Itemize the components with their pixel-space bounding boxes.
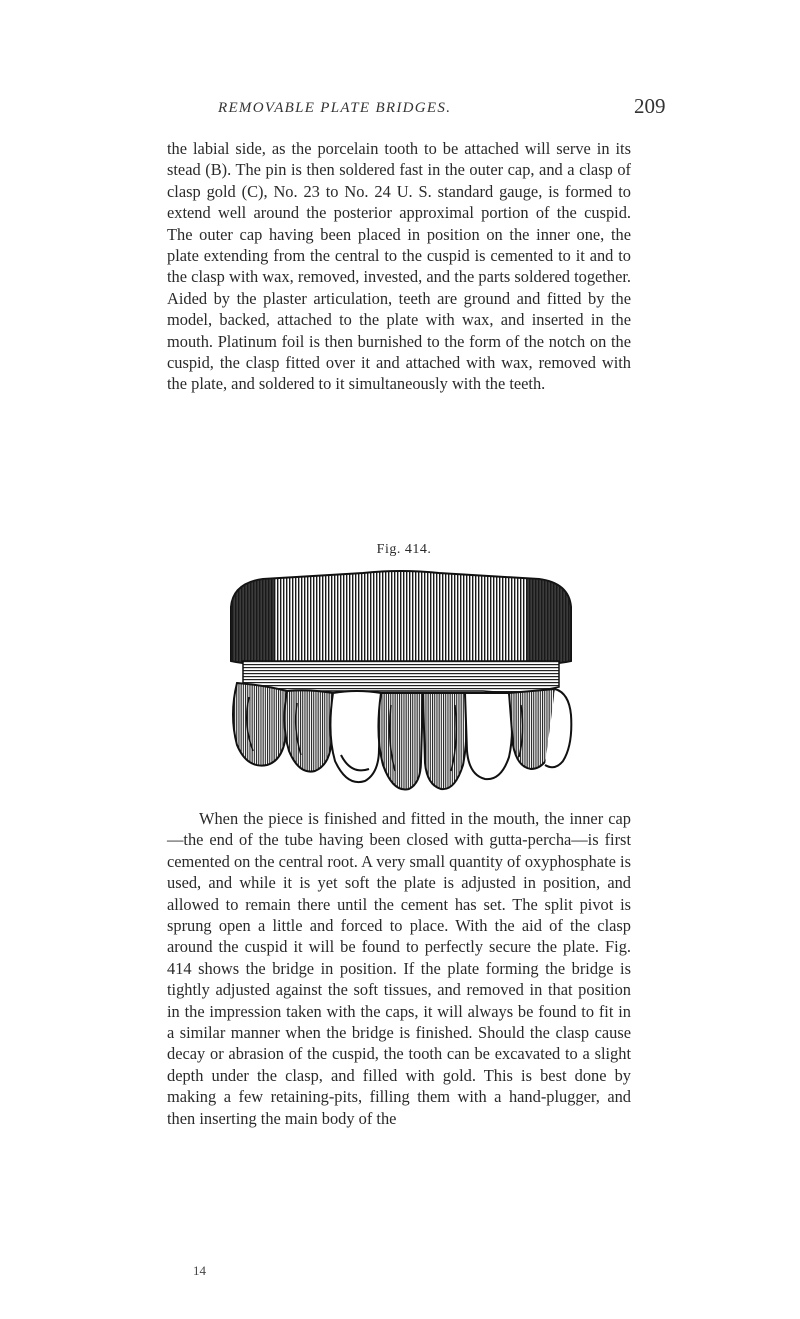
page-number: 209 (634, 94, 666, 118)
figure-caption: Fig. 414. (376, 542, 432, 557)
paragraph-2: When the piece is finished and fitted in the mouth, the inner cap—the end of the tube having been closed with gutta-percha—is first cemented on the central root. A very small quantity of oxyphosphate is used, and while it is yet soft the plate is adjusted in position, and allowed to remain there until the cement has set. The split pivot is sprung open a little and forced to place. With the aid of the clasp around the cuspid it will be found to perfectly secure the plate. Fig. 414 shows the bridge in position. If the plate forming the bridge is tightly adjusted against the soft tissues, and removed in that position in the impression taken with the caps, it will always be found to fit in a similar manner when the bridge is finished. Should the clasp cause decay or abrasion of the cuspid, the tooth can be excavated to a slight depth under the clasp, and filled with gold. This is best done by making a few retaining-pits, filling them with a hand-plugger, and then inserting the main body of the (167, 809, 631, 1128)
signature-mark: 14 (193, 1263, 206, 1278)
figure-414-dental-bridge (223, 565, 579, 805)
paragraph-1: the labial side, as the porcelain tooth to be attached will serve in its stead (B). The pin is then soldered fast in the outer cap, and a clasp of clasp gold (C), No. 23 to No. 24 U. S. standard gauge, is formed to extend well around the posterior approximal portion of the cuspid. The outer cap having been placed in position on the inner one, the plate extending from the central to the cuspid is cemented to it and to the clasp with wax, removed, invested, and the parts soldered together. Aided by the plaster articulation, teeth are ground and fitted by the model, backed, attached to the plate with wax, and inserted in the mouth. Platinum foil is then burnished to the form of the notch on the cuspid, the clasp fitted over it and attached with wax, removed with the plate, and soldered to it simultaneously with the teeth. (167, 139, 631, 394)
running-head (0, 94, 800, 124)
running-head-title: REMOVABLE PLATE BRIDGES. (218, 100, 452, 116)
